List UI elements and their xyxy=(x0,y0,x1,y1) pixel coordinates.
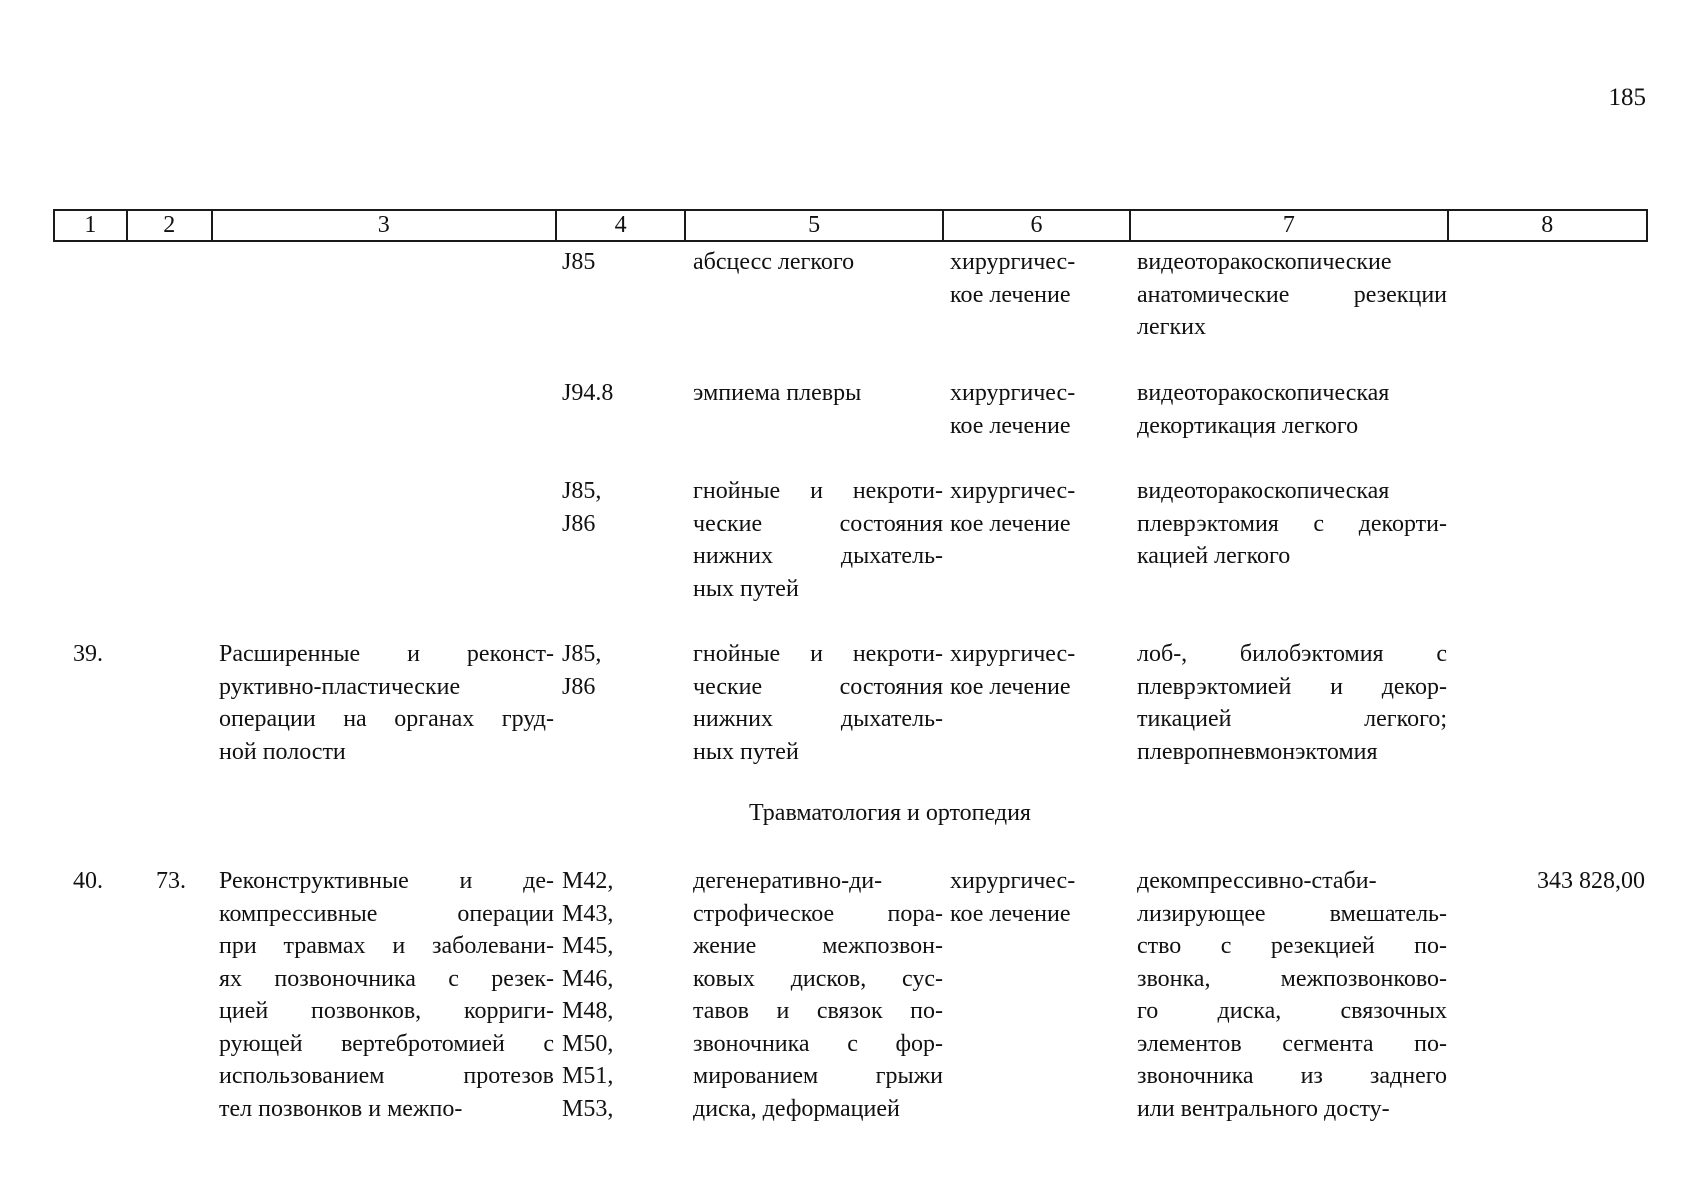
page-number: 185 xyxy=(1608,84,1646,111)
text-line: M43, xyxy=(562,900,614,927)
patient-model-cell xyxy=(693,865,943,1125)
text-line: кое лечение xyxy=(950,281,1071,308)
table-header-cell: 1 xyxy=(55,211,128,240)
text-line: тавов и связок по- xyxy=(693,998,943,1024)
text-line: мированием грыжи xyxy=(693,1063,943,1089)
text-line: руктивно-пластические xyxy=(219,673,461,700)
treatment-method-cell xyxy=(1137,377,1447,442)
text-line: плеврэктомия с декорти- xyxy=(1137,510,1447,537)
text-line: M46, xyxy=(562,965,614,992)
text-line: кое лечение xyxy=(950,673,1071,700)
text-line: компрессивные операции xyxy=(219,900,554,927)
text-line: жение межпозвон- xyxy=(693,933,943,959)
section-title: Травматология и ортопедия xyxy=(749,800,1031,826)
text-line: гнойные и некроти- xyxy=(693,641,943,667)
patient-model-cell xyxy=(693,377,943,410)
text-line: операции на органах груд- xyxy=(219,706,554,732)
text-line: ство с резекцией по- xyxy=(1137,933,1447,959)
text-line: звонка, межпозвонково- xyxy=(1137,965,1447,992)
treatment-method-cell xyxy=(1137,475,1447,573)
patient-model-cell xyxy=(693,246,943,279)
treatment-type-cell xyxy=(950,865,1140,930)
icd-code-cell xyxy=(562,475,682,540)
table-header-cell: 7 xyxy=(1131,211,1448,240)
text-line: нижних дыхатель- xyxy=(693,543,943,569)
row-number-cell: 40. xyxy=(73,868,103,894)
patient-model-cell xyxy=(693,638,943,768)
text-line: анатомические резекции xyxy=(1137,281,1447,308)
text-line: рующей вертебротомией с xyxy=(219,1030,554,1057)
care-type-cell xyxy=(219,865,554,1125)
text-line: J85 xyxy=(562,249,596,275)
text-line: ях позвоночника с резек- xyxy=(219,965,554,992)
text-line: лоб-, билобэктомия с xyxy=(1137,641,1447,667)
text-line: декомпрессивно-стаби- xyxy=(1137,868,1377,894)
text-line: ных путей xyxy=(693,738,799,765)
text-line: го диска, связочных xyxy=(1137,998,1447,1024)
table-header-cell: 2 xyxy=(128,211,213,240)
text-line: кое лечение xyxy=(950,412,1071,439)
treatment-type-cell xyxy=(950,475,1140,540)
text-line: элементов сегмента по- xyxy=(1137,1030,1447,1057)
text-line: хирургичес- xyxy=(950,249,1076,275)
text-line: видеоторакоскопическая xyxy=(1137,478,1390,504)
text-line: кое лечение xyxy=(950,900,1071,927)
text-line: дегенеративно-ди- xyxy=(693,868,883,894)
text-line: хирургичес- xyxy=(950,641,1076,667)
treatment-method-cell xyxy=(1137,865,1447,1125)
text-line: ческие состояния xyxy=(693,673,943,700)
table-header-cell: 8 xyxy=(1541,212,1554,238)
icd-code-cell xyxy=(562,377,682,410)
text-line: гнойные и некроти- xyxy=(693,478,943,504)
text-line: ческие состояния xyxy=(693,510,943,537)
text-line: строфическое пора- xyxy=(693,900,943,927)
text-line: M48, xyxy=(562,998,614,1024)
text-line: лизирующее вмешатель- xyxy=(1137,900,1447,927)
table-header-cell: 6 xyxy=(944,211,1132,240)
text-line: Расширенные и реконст- xyxy=(219,641,554,667)
table-header-cell: 5 xyxy=(686,211,943,240)
cost-cell: 343 828,00 xyxy=(1537,868,1645,894)
text-line: M45, xyxy=(562,933,614,959)
text-line: ковых дисков, сус- xyxy=(693,965,943,992)
text-line: M50, xyxy=(562,1030,614,1057)
treatment-type-cell xyxy=(950,246,1140,311)
text-line: ной полости xyxy=(219,738,346,765)
text-line: тел позвонков и межпо- xyxy=(219,1095,463,1122)
text-line: хирургичес- xyxy=(950,478,1076,504)
text-line: при травмах и заболевани- xyxy=(219,933,554,959)
text-line: эмпиема плевры xyxy=(693,380,862,406)
text-line: M53, xyxy=(562,1095,614,1122)
row-number-cell: 39. xyxy=(73,641,103,667)
text-line: Реконструктивные и де- xyxy=(219,868,554,894)
text-line: кое лечение xyxy=(950,510,1071,537)
text-line: диска, деформацией xyxy=(693,1095,900,1122)
group-number-cell: 73. xyxy=(156,868,186,894)
text-line: кацией легкого xyxy=(1137,543,1291,569)
text-line: J86 xyxy=(562,510,596,537)
treatment-method-cell xyxy=(1137,638,1447,768)
table-header-cell: 3 xyxy=(213,211,557,240)
icd-code-cell xyxy=(562,638,682,703)
patient-model-cell xyxy=(693,475,943,605)
text-line: ных путей xyxy=(693,575,799,602)
text-line: видеоторакоскопическая xyxy=(1137,380,1390,406)
treatment-method-cell xyxy=(1137,246,1447,344)
icd-code-cell xyxy=(562,865,682,1125)
text-line: J85, xyxy=(562,478,602,504)
text-line: легких xyxy=(1137,314,1206,340)
text-line: хирургичес- xyxy=(950,380,1076,406)
text-line: J94.8 xyxy=(562,380,614,406)
text-line: видеоторакоскопические xyxy=(1137,249,1392,275)
text-line: использованием протезов xyxy=(219,1063,554,1089)
text-line: тикацией легкого; xyxy=(1137,706,1447,732)
text-line: декортикация легкого xyxy=(1137,412,1359,439)
text-line: M51, xyxy=(562,1063,614,1089)
care-type-cell xyxy=(219,638,554,768)
text-line: звоночника с фор- xyxy=(693,1030,943,1057)
text-line: звоночника из заднего xyxy=(1137,1063,1447,1089)
treatment-type-cell xyxy=(950,638,1140,703)
text-line: абсцесс легкого xyxy=(693,249,855,275)
text-line: хирургичес- xyxy=(950,868,1076,894)
table-header-cell: 4 xyxy=(557,211,687,240)
text-line: J85, xyxy=(562,641,602,667)
text-line: J86 xyxy=(562,673,596,700)
text-line: нижних дыхатель- xyxy=(693,706,943,732)
text-line: M42, xyxy=(562,868,614,894)
text-line: или вентрального досту- xyxy=(1137,1095,1390,1122)
treatment-type-cell xyxy=(950,377,1140,442)
text-line: плеврэктомией и декор- xyxy=(1137,673,1447,700)
text-line: плевропневмонэктомия xyxy=(1137,738,1378,765)
text-line: цией позвонков, корриги- xyxy=(219,998,554,1024)
icd-code-cell xyxy=(562,246,682,279)
